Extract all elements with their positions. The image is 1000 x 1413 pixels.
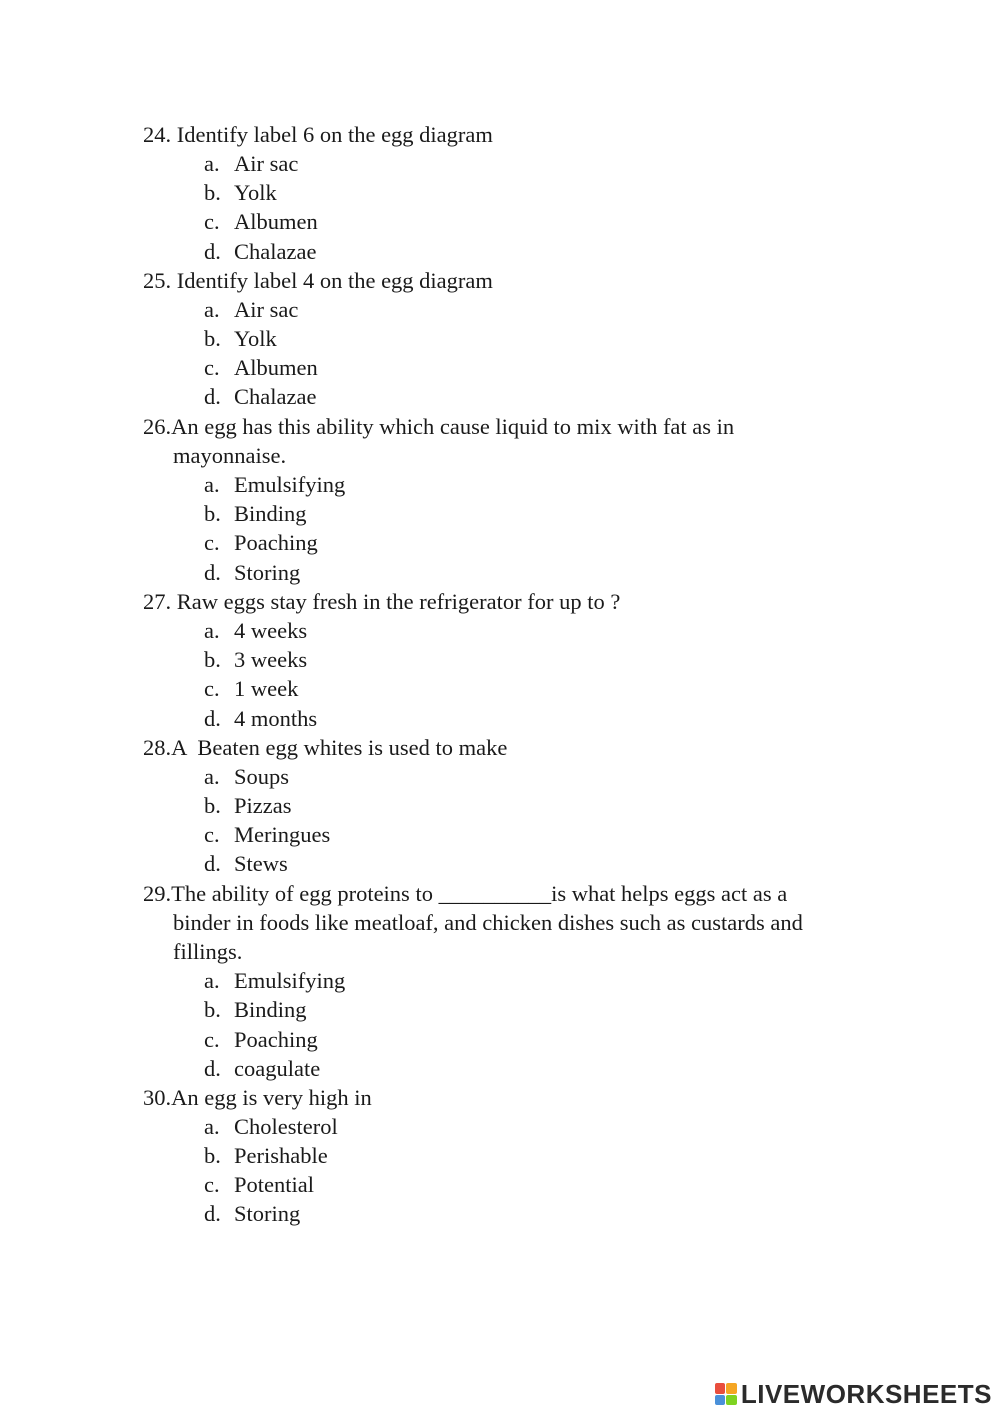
question-26 <box>143 413 734 441</box>
option-28c[interactable]: c. Meringues <box>204 822 331 847</box>
option-24c[interactable]: c. Albumen <box>204 209 318 234</box>
option-27c[interactable]: c. 1 week <box>204 676 299 701</box>
option-29b[interactable]: b. Binding <box>204 997 307 1022</box>
option-25d[interactable]: d. Chalazae <box>204 384 317 409</box>
option-25c[interactable]: c. Albumen <box>204 355 318 380</box>
question-number: 26. <box>143 414 172 439</box>
question-text: Identify label 6 on the egg diagram <box>176 122 493 147</box>
question-number: 24. <box>143 122 172 147</box>
question-26-continued: mayonnaise. <box>173 443 287 468</box>
option-27d[interactable]: d. 4 months <box>204 706 318 731</box>
option-26d[interactable]: d. Storing <box>204 560 301 585</box>
option-28d[interactable]: d. Stews <box>204 851 288 876</box>
question-number: 27. <box>143 589 172 614</box>
option-24a[interactable]: a. Air sac <box>204 151 299 176</box>
question-number: 28. <box>143 735 172 760</box>
option-30c[interactable]: c. Potential <box>204 1172 314 1197</box>
question-24 <box>143 121 493 149</box>
option-30d[interactable]: d. Storing <box>204 1201 301 1226</box>
option-28b[interactable]: b. Pizzas <box>204 793 292 818</box>
option-29c[interactable]: c. Poaching <box>204 1027 318 1052</box>
option-26b[interactable]: b. Binding <box>204 501 307 526</box>
option-29a[interactable]: a. Emulsifying <box>204 968 346 993</box>
option-26a[interactable]: a. Emulsifying <box>204 472 346 497</box>
option-24b[interactable]: b. Yolk <box>204 180 277 205</box>
question-number: 25. <box>143 268 172 293</box>
question-25 <box>143 267 493 295</box>
question-27 <box>143 588 620 616</box>
option-28a[interactable]: a. Soups <box>204 764 290 789</box>
logo-tile <box>726 1383 737 1394</box>
logo-tile <box>726 1395 737 1406</box>
option-24d[interactable]: d. Chalazae <box>204 239 317 264</box>
option-30b[interactable]: b. Perishable <box>204 1143 328 1168</box>
question-30 <box>143 1084 372 1112</box>
logo-tile <box>715 1395 726 1406</box>
question-number: 30. <box>143 1085 172 1110</box>
question-text: Identify label 4 on the egg diagram <box>176 268 493 293</box>
option-29d[interactable]: d. coagulate <box>204 1056 321 1081</box>
question-text: The ability of egg proteins to __________is what helps eggs act as a <box>171 881 788 906</box>
question-text: An egg is very high in <box>171 1085 372 1110</box>
question-text: An egg has this ability which cause liquid to mix with fat as in <box>171 414 735 439</box>
option-27b[interactable]: b. 3 weeks <box>204 647 308 672</box>
brand-name: LIVEWORKSHEETS <box>740 1378 992 1409</box>
liveworksheets-logo[interactable] <box>715 1378 992 1410</box>
question-28 <box>143 734 507 762</box>
option-26c[interactable]: c. Poaching <box>204 530 318 555</box>
question-29 <box>143 880 787 908</box>
question-text: A Beaten egg whites is used to make <box>171 735 508 760</box>
option-27a[interactable]: a. 4 weeks <box>204 618 308 643</box>
option-25a[interactable]: a. Air sac <box>204 297 299 322</box>
option-25b[interactable]: b. Yolk <box>204 326 277 351</box>
question-number: 29. <box>143 881 172 906</box>
logo-mark-icon <box>715 1383 737 1405</box>
question-text: Raw eggs stay fresh in the refrigerator for up to ? <box>176 589 621 614</box>
option-30a[interactable]: a. Cholesterol <box>204 1114 338 1139</box>
question-29-continued: binder in foods like meatloaf, and chicken dishes such as custards and <box>173 910 803 935</box>
logo-tile <box>715 1383 726 1394</box>
question-29-continued: fillings. <box>173 939 243 964</box>
